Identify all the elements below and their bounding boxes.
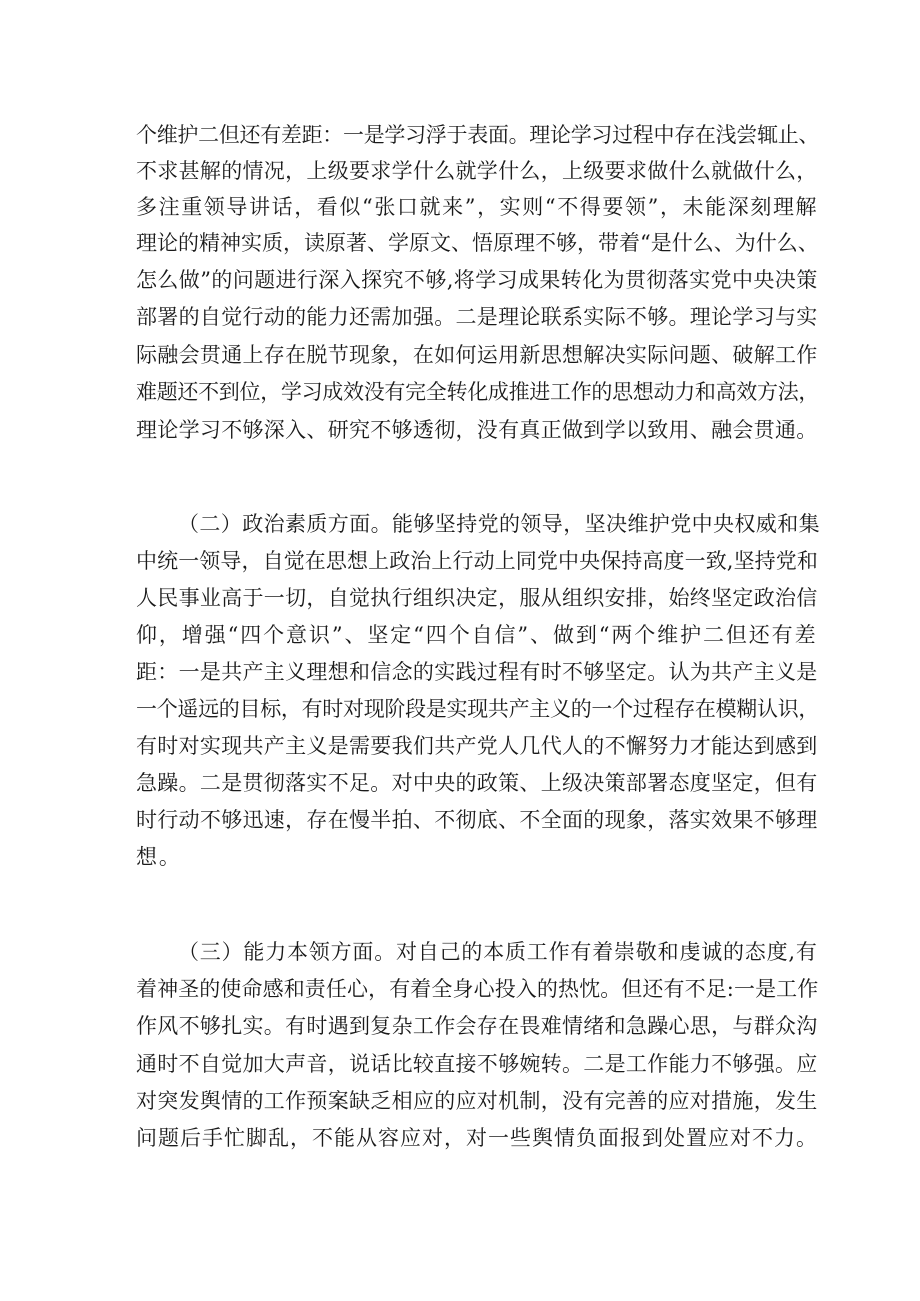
text-line: 时行动不够迅速，存在慢半拍、不彻底、不全面的现象，落实效果不够理	[136, 808, 818, 832]
text-line: 距：一是共产主义理想和信念的实践过程有时不够坚定。认为共产主义是	[136, 660, 818, 684]
text-line: 不求甚解的情况，上级要求学什么就学什么，上级要求做什么就做什么，	[136, 159, 818, 183]
text-line: 理论的精神实质，读原著、学原文、悟原理不够，带着“是什么、为什么、	[136, 231, 819, 255]
text-line: 人民事业高于一切，自觉执行组织决定，服从组织安排，始终坚定政治信	[136, 586, 818, 610]
text-line: 怎么做”的问题进行深入探究不够,将学习成果转化为贯彻落实党中央决策	[136, 268, 818, 292]
text-line: 一个遥远的目标，有时对现阶段是实现共产主义的一个过程存在模糊认识，	[136, 697, 820, 721]
text-line: 多注重领导讲话，看似“张口就来”，实则“不得要领”，未能深刻理解	[136, 195, 819, 219]
text-line: 作风不够扎实。有时遇到复杂工作会存在畏难情绪和急躁心思，与群众沟	[136, 1014, 818, 1038]
text-line: 问题后手忙脚乱，不能从容应对，对一些舆情负面报到处置应对不力。	[136, 1126, 818, 1150]
text-line: 对突发舆情的工作预案缺乏相应的应对机制，没有完善的应对措施，发生	[136, 1089, 818, 1113]
text-line: 部署的自觉行动的能力还需加强。二是理论联系实际不够。理论学习与实	[136, 305, 818, 329]
text-line: 想。	[136, 845, 182, 869]
text-line: 有时对实现共产主义是需要我们共产党人几代人的不懈努力才能达到感到	[136, 734, 818, 758]
text-line: 急躁。二是贯彻落实不足。对中央的政策、上级决策部署态度坚定，但有	[136, 771, 818, 795]
text-line: 仰，增强“四个意识”、坚定“四个自信”、做到“两个维护二但还有差	[136, 623, 818, 647]
paragraph-heading-line: （二）政治素质方面。能够坚持党的领导，坚决维护党中央权威和集	[178, 512, 820, 536]
paragraph-heading-line: （三）能力本领方面。对自己的本质工作有着崇敬和虔诚的态度,有	[178, 940, 818, 964]
text-line: 际融会贯通上存在脱节现象，在如何运用新思想解决实际问题、破解工作	[136, 343, 818, 367]
text-line: 中统一领导，自觉在思想上政治上行动上同党中央保持高度一致,坚持党和	[136, 549, 818, 573]
text-line: 通时不自觉加大声音，说话比较直接不够婉转。二是工作能力不够强。应	[136, 1052, 818, 1076]
text-line: 难题还不到位，学习成效没有完全转化成推进工作的思想动力和高效方法，	[136, 380, 820, 404]
text-line: 个维护二但还有差距：一是学习浮于表面。理论学习过程中存在浅尝辄止、	[136, 123, 820, 147]
text-line: 理论学习不够深入、研究不够透彻，没有真正做到学以致用、融会贯通。	[136, 418, 818, 442]
text-line: 着神圣的使命感和责任心，有着全身心投入的热忱。但还有不足:一是工作	[136, 977, 819, 1001]
